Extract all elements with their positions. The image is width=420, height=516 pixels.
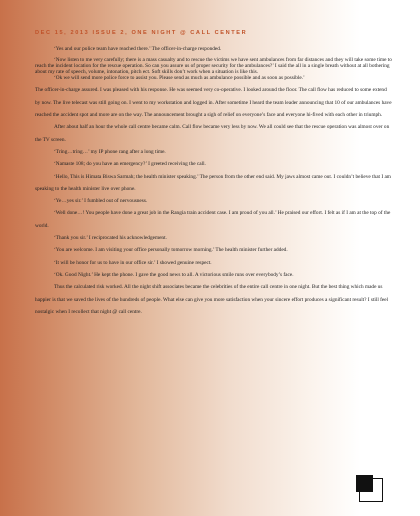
paragraph: ‘You are welcome. I am visiting your office personally tomorrow morning.’ The health minister further added. (54, 247, 288, 254)
paragraph: Thus the calculated risk worked. All the night shift associates became the celebrities of the entire call centre in one night. But the best thing which made us happier is that we saved the lives of the hundreds of people. What else can give you more satisfaction when your sincere effort produces a significant result? I still feel nostalgic when I recollect that night @ call centre. (35, 284, 389, 315)
paragraph: ‘Ok. Good Night.’ He kept the phone. I gave the good news to all. A victorious smile runs over everybody’s face. (54, 271, 294, 278)
paragraph: ‘Hello, This is Himata Biswa Sarmah; the health minister speaking.’ The person from the other end said. My jaws almost came out. I couldn’t believe that I am speaking to the health minister live over phone. (35, 173, 391, 192)
paragraph: ‘Yes and our police team have reached there.’ The officer-in-charge responded. (54, 46, 222, 52)
paragraph: ‘It will be honor for us to have in our office sir.’ I showed genuine respect. (54, 259, 212, 266)
issue-header: DEC 15, 2013 ISSUE 2, ONE NIGHT @ CALL CENTER (35, 30, 248, 36)
page-corner-fill (356, 475, 373, 492)
paragraph: ‘Now listen to me very carefully; there is a mass casualty and to rescue the victims we have sent ambulances from far distances and they will take some time to reach the incident location for the rescue operation. So can you assure us of proper security for the ambulances?’ I said the all in a single breath without at all bothering about my rate of speech, volume, intonation, pitch ect. Soft skills don’t work when a situation is like this. (35, 57, 392, 76)
paragraph: After about half an hour the whole call centre became calm. Call flow became very less by now. We all could see that the rescue operation was almost over on the TV screen. (35, 124, 390, 143)
paragraph: ‘Ye…yes sir.’ I fumbled out of nervousness. (54, 198, 148, 205)
article-body (35, 46, 393, 318)
double-spaced-section (35, 84, 393, 318)
paragraph: ‘Namaste 108; do you have an emergency?’ I greeted receiving the call. (54, 161, 206, 168)
paragraph: ‘Well done…! You people have done a great job in the Rangia train accident case. I am proud of you all.’ He praised our effort. I felt as if I am at the top of the world. (35, 210, 391, 229)
paragraph: ‘Thank you sir.’ I reciprocated his acknowledgement. (54, 235, 167, 242)
page-corner-icon (359, 478, 383, 502)
paragraph: ‘Ok we will send more police force to assist you. Please send as much as ambulance possible and as soon as possible.’ (54, 75, 305, 82)
paragraph: ‘Tring…tring…’ my IP phone rang after a long time. (54, 148, 166, 155)
paragraph: The officer-in-charge assured. I was pleased with his response. He was seemed very co-operative. I looked around the floor. The call flow has reduced to some extend by now. The live telecast was still going on. I went to my workstation and logged in. After sometime I heard the team leader announcing that 10 of our ambulances have reached the accident spot and more are on the way. The announcement brought a sigh of relief on everyone’s face and everyone hi-fived with each other in triumph. (35, 87, 392, 119)
